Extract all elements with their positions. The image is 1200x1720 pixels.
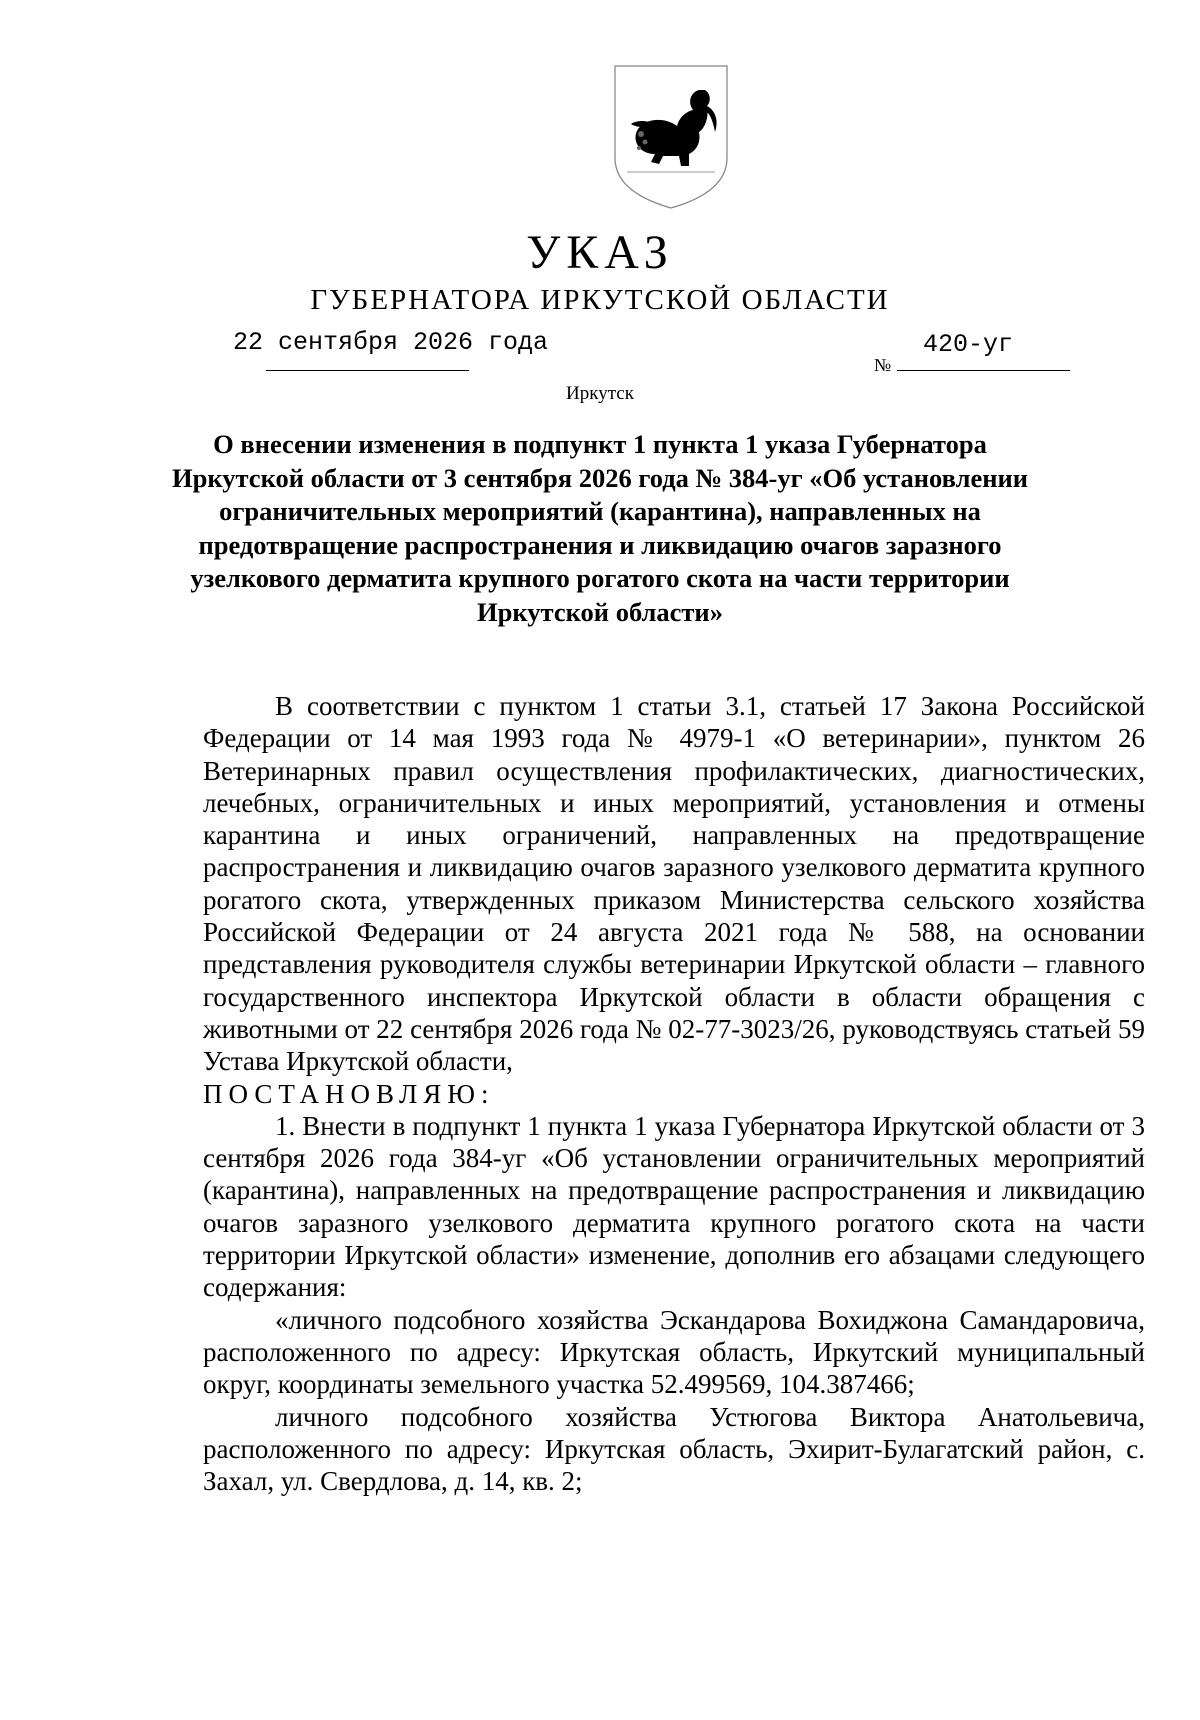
date-underline	[266, 370, 469, 371]
document-title: О внесении изменения в подпункт 1 пункта 1 указа Губернатора Иркутской области от 3 сентября 2026 года № 384-уг «Об установлении ограничительных мероприятий (карантина), направленных на предотвращение распространения и ликвидацию очагов заразного узелкового дерматита крупного рогатого скота на части территории Иркутской области»	[171, 429, 1029, 627]
document-issuer: ГУБЕРНАТОРА ИРКУТСКОЙ ОБЛАСТИ	[310, 284, 890, 316]
farm-paragraph-2: личного подсобного хозяйства Устюгова Виктора Анатольевича, расположенного по адресу: Иркутская область, Эхирит-Булагатский район, с. Захал, ул. Свердлова, д. 14, кв. 2;	[203, 1401, 1145, 1497]
number-sign: №	[874, 355, 892, 375]
document-city: Иркутск	[566, 383, 634, 404]
document-number: 420-уг	[923, 330, 1014, 359]
irkutsk-coat-of-arms-icon	[607, 62, 735, 212]
document-body	[203, 690, 1145, 1497]
document-type: УКАЗ	[526, 226, 674, 279]
resolve-heading: ПОСТАНОВЛЯЮ:	[203, 1078, 495, 1109]
preamble-paragraph: В соответствии с пунктом 1 статьи 3.1, статьей 17 Закона Российской Федерации от 14 мая 1993 года № 4979-1 «О ветеринарии», пунктом 26 Ветеринарных правил осуществления профилактических, диагностических, лечебных, ограничительных и иных мероприятий, установления и отмены карантина и иных ограничений, направленных на предотвращение распространения и ликвидацию очагов заразного узелкового дерматита крупного рогатого скота, утвержденных приказом Министерства сельского хозяйства Российской Федерации от 24 августа 2021 года № 588, на основании представления руководителя службы ветеринарии Иркутской области – главного государственного инспектора Иркутской области в области обращения с животными от 22 сентября 2026 года № 02-77-3023/26, руководствуясь статьей 59 Устава Иркутской области,	[203, 691, 1145, 1077]
item-1-paragraph: 1. Внести в подпункт 1 пункта 1 указа Губернатора Иркутской области от 3 сентября 2026 года 384-уг «Об установлении ограничительных мероприятий (карантина), направленных на предотвращение распространения и ликвидацию очагов заразного узелкового дерматита крупного рогатого скота на части территории Иркутской области» изменение, дополнив его абзацами следующего содержания:	[203, 1110, 1145, 1303]
document-date: 22 сентября 2026 года	[233, 328, 549, 357]
number-underline	[897, 370, 1070, 371]
farm-paragraph-1: «личного подсобного хозяйства Эскандарова Вохиджона Самандаровича, расположенного по адресу: Иркутская область, Иркутский муниципальный округ, координаты земельного участка 52.499569, 104.387466;	[203, 1304, 1145, 1400]
